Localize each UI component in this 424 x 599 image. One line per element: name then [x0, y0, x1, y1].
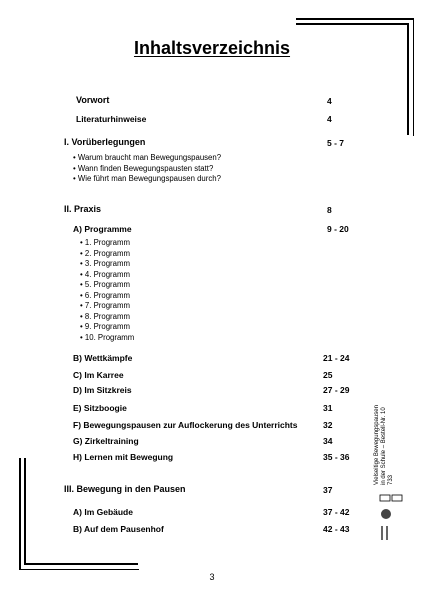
section1-page: 5 - 7	[327, 138, 345, 148]
entry-c-page: 25	[323, 370, 333, 380]
literatur-page: 4	[327, 114, 332, 124]
literatur-label: Literaturhinweise	[76, 114, 147, 124]
page-number: 3	[209, 572, 215, 582]
bullet-item: • Warum braucht man Bewegungspausen?	[73, 153, 222, 162]
section1-bullets	[73, 153, 221, 185]
list-item: • 1. Programm	[80, 238, 130, 247]
entry-f-label: F) Bewegungspausen zur Auflockerung des Unterrichts	[73, 420, 298, 430]
entry3-a-page: 37 - 42	[323, 507, 350, 517]
programme-label: A) Programme	[73, 224, 132, 234]
page-title: Inhaltsverzeichnis	[133, 38, 291, 58]
side-caption	[372, 400, 412, 490]
section3-page: 37	[323, 485, 333, 495]
frame-bottom-inner	[24, 563, 138, 565]
entry-g-page: 34	[323, 436, 333, 446]
entry3-b-page: 42 - 43	[323, 524, 350, 534]
section1-heading: I. Vorüberlegungen	[64, 137, 146, 147]
programme-list	[80, 238, 134, 343]
entry-g-label: G) Zirkeltraining	[73, 436, 139, 446]
section3-heading: III. Bewegung in den Pausen	[64, 484, 186, 494]
entry-e-label: E) Sitzboogie	[73, 403, 127, 413]
list-item: • 7. Programm	[80, 301, 130, 310]
publisher-logo	[377, 492, 407, 542]
bullet-item: • Wann finden Bewegungspausten statt?	[73, 163, 214, 173]
frame-top-inner	[296, 23, 408, 25]
entry-f-page: 32	[323, 420, 333, 430]
section2-page: 8	[327, 205, 332, 215]
entry-c-label: C) Im Karree	[73, 370, 124, 380]
entry3-a-label: A) Im Gebäude	[73, 507, 133, 517]
list-item: • 5. Programm	[80, 280, 130, 289]
frame-top-outer	[296, 18, 414, 20]
list-item: • 6. Programm	[80, 290, 130, 300]
frame-left-outer	[19, 458, 21, 570]
list-item: • 4. Programm	[80, 269, 130, 279]
bullet-item: • Wie führt man Bewegungspausen durch?	[73, 174, 221, 183]
frame-bottom-outer	[19, 569, 139, 571]
entry-e-page: 31	[323, 403, 333, 413]
entry-d-page: 27 - 29	[323, 385, 350, 395]
vorwort-page: 4	[327, 96, 332, 106]
entry-b-label: B) Wettkämpfe	[73, 353, 133, 363]
frame-right-outer	[413, 18, 415, 136]
entry-h-page: 35 - 36	[323, 452, 350, 462]
list-item: • 9. Programm	[80, 322, 130, 331]
side-caption-text: Vielseitige Bewegungspausen in der Schule – Bestell-Nr. 10 733	[374, 405, 394, 485]
entry3-b-label: B) Auf dem Pausenhof	[73, 524, 164, 534]
list-item: • 10. Programm	[80, 332, 135, 342]
entry-h-label: H) Lernen mit Bewegung	[73, 452, 174, 462]
vorwort-label: Vorwort	[76, 95, 110, 105]
list-item: • 8. Programm	[80, 311, 130, 321]
entry-d-label: D) Im Sitzkreis	[73, 385, 132, 395]
section2-heading: II. Praxis	[64, 204, 102, 214]
programme-page: 9 - 20	[327, 224, 349, 234]
frame-left-inner	[24, 458, 26, 564]
list-item: • 3. Programm	[80, 259, 130, 268]
entry-b-page: 21 - 24	[323, 353, 350, 363]
list-item: • 2. Programm	[80, 248, 130, 258]
